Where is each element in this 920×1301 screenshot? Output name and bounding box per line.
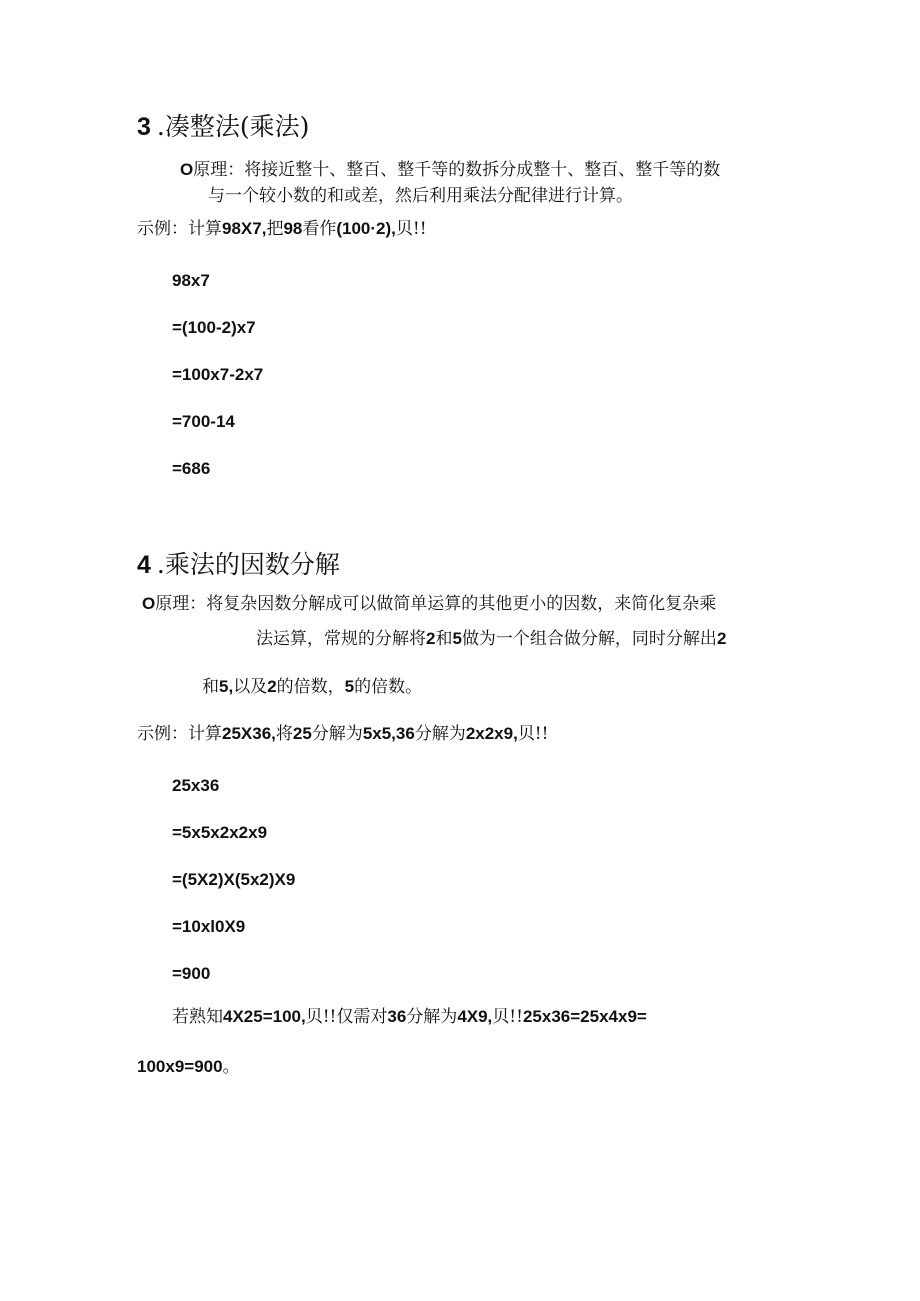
section-3-step-5: =686 (172, 459, 211, 478)
section-4-step-5: =900 (172, 964, 211, 983)
section-3-step-4: =700-14 (172, 412, 235, 431)
principle-bullet: O (142, 594, 156, 613)
section-3-step-2: =(100-2)x7 (172, 318, 256, 337)
section-3-example: 示例：计算98X7,把98看作(100·2),贝!! (137, 219, 427, 239)
section-4-principle-line1: O原理：将复杂因数分解成可以做简单运算的其他更小的因数，来简化复杂乘 (142, 594, 717, 614)
section-4-step-4: =10xl0X9 (172, 917, 246, 936)
section-3-step-3: =100x7-2x7 (172, 365, 264, 384)
section-4-title: .乘法的因数分解 (156, 550, 340, 579)
section-4-step-1: 25x36 (172, 776, 220, 795)
section-4-principle-line2: 法运算，常规的分解将2和5做为一个组合做分解，同时分解出2 (256, 629, 727, 649)
section-3-principle-line2: 与一个较小数的和或差，然后利用乘法分配律进行计算。 (208, 186, 633, 206)
section-4-result: 100x9=900。 (137, 1057, 240, 1077)
section-3-step-1: 98x7 (172, 271, 210, 290)
section-4-note: 若熟知4X25=100,贝!!仅需对36分解为4X9,贝!!25x36=25x4x9= (172, 1007, 647, 1027)
section-4-example: 示例：计算25X36,将25分解为5x5,36分解为2x2x9,贝!! (137, 724, 549, 744)
section-3-heading (137, 112, 309, 142)
section-4-step-3: =(5X2)X(5x2)X9 (172, 870, 296, 889)
principle-bullet: O (180, 160, 194, 179)
section-3-number: 3 (137, 113, 151, 141)
section-4-number: 4 (137, 551, 151, 579)
section-4-heading (137, 550, 340, 580)
section-3-principle-line1: O原理：将接近整十、整百、整千等的数拆分成整十、整百、整千等的数 (180, 160, 721, 180)
section-3-title: .凑整法(乘法) (156, 112, 310, 141)
section-4-principle-line3: 和5,以及2的倍数，5的倍数。 (202, 677, 423, 697)
section-4-step-2: =5x5x2x2x9 (172, 823, 268, 842)
